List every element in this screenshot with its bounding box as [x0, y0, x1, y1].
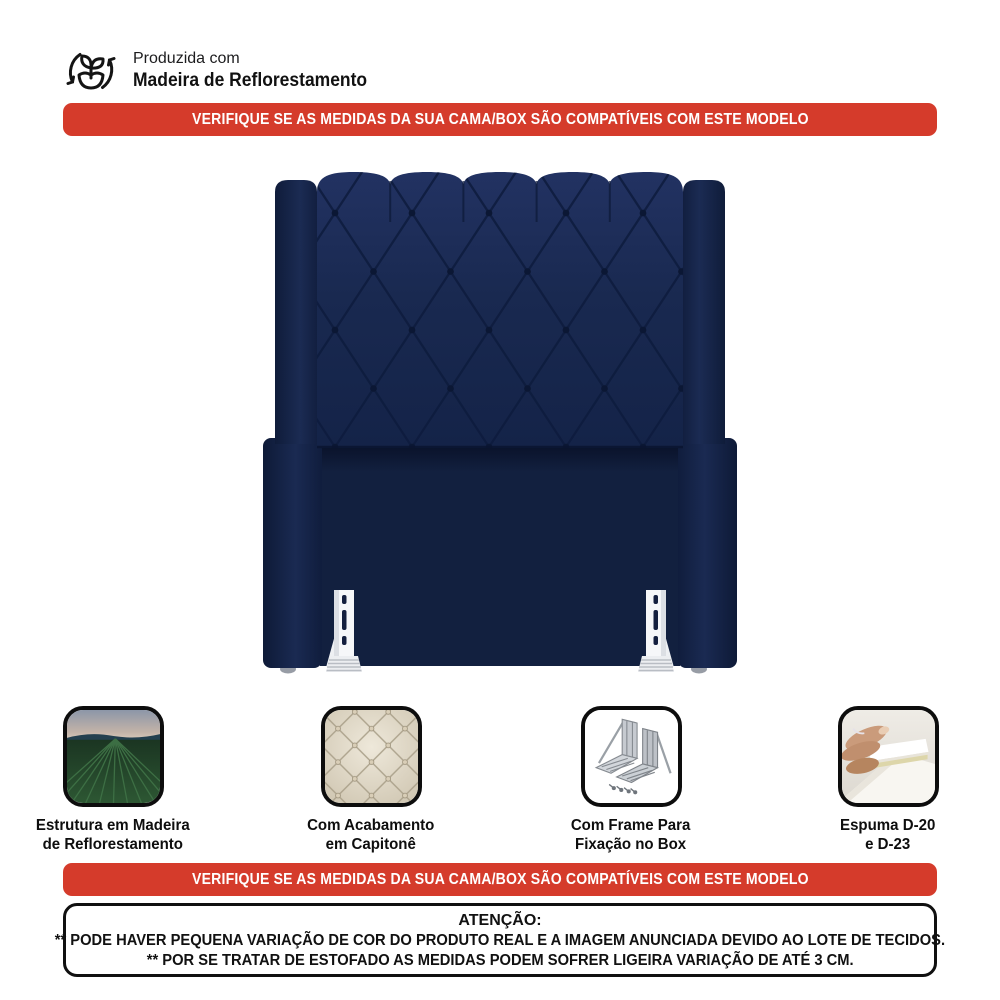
reforestation-field-image	[63, 706, 164, 807]
attention-line-2: ** POR SE TRATAR DE ESTOFADO AS MEDIDAS PODEM SOFRER LIGEIRA VARIAÇÃO DE ATÉ 3 CM.	[146, 951, 854, 969]
compatibility-banner-top-text: VERIFIQUE SE AS MEDIDAS DA SUA CAMA/BOX SÃO COMPATÍVEIS COM ESTE MODELO	[191, 110, 809, 128]
compatibility-banner-bottom	[63, 863, 937, 896]
feature-frame-caption: Com Frame Para Fixação no Box	[571, 817, 691, 853]
headboard-product-image	[250, 166, 750, 678]
attention-line-1: ** PODE HAVER PEQUENA VARIAÇÃO DE COR DO PRODUTO REAL E A IMAGEM ANUNCIADA DEVIDO AO LOTE DE TECIDOS.	[54, 931, 946, 949]
attention-box	[54, 903, 946, 977]
seedling-recycle-icon	[62, 42, 120, 100]
foam-layers-image	[838, 706, 939, 807]
eco-header-text	[133, 49, 387, 93]
feature-capitone-caption: Com Acabamento em Capitonê	[307, 817, 435, 853]
feature-foam-caption: Espuma D-20 e D-23	[840, 817, 936, 853]
mounting-frame-image	[581, 706, 682, 807]
compatibility-banner-top	[63, 103, 937, 136]
eco-eyebrow: Produzida com	[133, 50, 240, 67]
compatibility-banner-bottom-text: VERIFIQUE SE AS MEDIDAS DA SUA CAMA/BOX SÃO COMPATÍVEIS COM ESTE MODELO	[191, 870, 809, 888]
eco-header	[62, 42, 387, 100]
feature-reforestation	[3, 706, 223, 854]
attention-title: ATENÇÃO:	[458, 911, 542, 929]
feature-reforestation-caption: Estrutura em Madeira de Reflorestamento	[36, 817, 190, 853]
feature-frame	[521, 706, 741, 854]
eco-title: Madeira de Reflorestamento	[133, 70, 368, 91]
feature-capitone	[261, 706, 481, 854]
tufted-upholstery-image	[321, 706, 422, 807]
feature-foam	[778, 706, 998, 854]
